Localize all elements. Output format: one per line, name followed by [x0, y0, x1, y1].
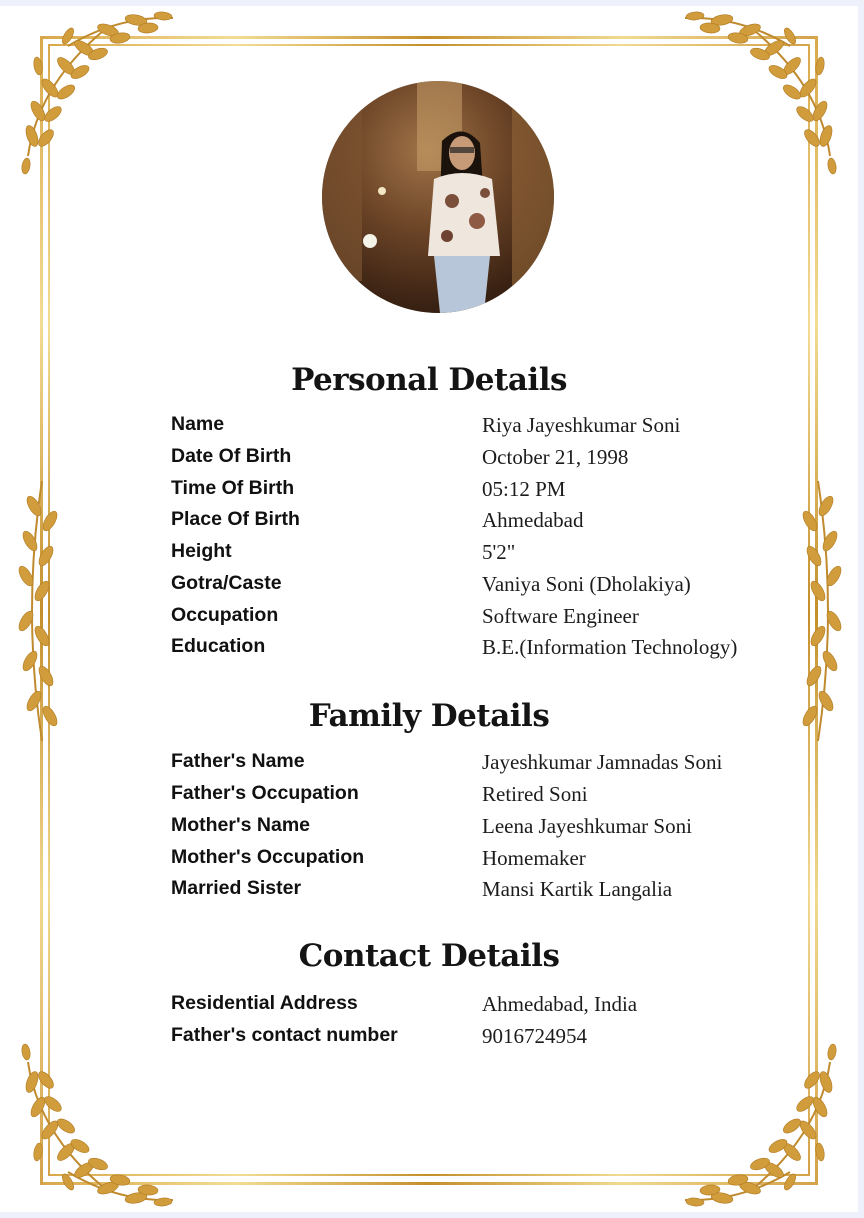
biodata-page	[0, 6, 858, 1212]
personal-row	[0, 413, 858, 443]
row-value: 5'2"	[482, 540, 516, 564]
row-value: Mansi Kartik Langalia	[482, 877, 673, 901]
row-value: Ahmedabad, India	[482, 992, 638, 1016]
row-label: Gotra/Caste	[171, 572, 282, 594]
row-value: Retired Soni	[482, 782, 588, 806]
row-value: Ahmedabad	[482, 508, 584, 532]
row-label: Time Of Birth	[171, 477, 295, 499]
row-value: B.E.(Information Technology)	[482, 635, 738, 659]
laurel-corner-bottom-left-icon	[8, 1037, 183, 1212]
personal-row	[0, 604, 858, 634]
row-value: Leena Jayeshkumar Soni	[482, 814, 692, 838]
row-label: Occupation	[171, 604, 279, 626]
laurel-corner-top-left-icon	[8, 6, 183, 181]
personal-row	[0, 540, 858, 570]
family-row	[0, 814, 858, 844]
row-value: Homemaker	[482, 846, 586, 870]
row-label: Mother's Name	[171, 814, 311, 836]
family-row	[0, 846, 858, 876]
row-label: Date Of Birth	[171, 445, 292, 467]
row-value: Vaniya Soni (Dholakiya)	[482, 572, 691, 596]
contact-row	[0, 1024, 858, 1054]
person-in-temple-icon	[322, 81, 554, 313]
row-value: 05:12 PM	[482, 477, 566, 501]
row-label: Father's contact number	[171, 1024, 398, 1046]
laurel-corner-top-right-icon	[675, 6, 850, 181]
row-value: 9016724954	[482, 1024, 587, 1048]
profile-photo	[322, 81, 554, 313]
contact-row	[0, 992, 858, 1022]
row-value: Software Engineer	[482, 604, 639, 628]
personal-row	[0, 445, 858, 475]
family-row	[0, 782, 858, 812]
section-title-family: Family Details	[308, 698, 550, 734]
family-row	[0, 750, 858, 780]
section-title-contact: Contact Details	[298, 938, 560, 974]
row-label: Father's Occupation	[171, 782, 359, 804]
laurel-corner-bottom-right-icon	[675, 1037, 850, 1212]
row-label: Name	[171, 413, 225, 435]
personal-row	[0, 508, 858, 538]
personal-row	[0, 635, 858, 665]
row-value: Riya Jayeshkumar Soni	[482, 413, 681, 437]
section-title-personal: Personal Details	[291, 362, 567, 398]
row-value: Jayeshkumar Jamnadas Soni	[482, 750, 723, 774]
row-label: Place Of Birth	[171, 508, 300, 530]
personal-row	[0, 477, 858, 507]
row-label: Education	[171, 635, 266, 657]
row-label: Height	[171, 540, 232, 562]
row-label: Mother's Occupation	[171, 846, 365, 868]
row-label: Father's Name	[171, 750, 305, 772]
personal-row	[0, 572, 858, 602]
row-label: Married Sister	[171, 877, 302, 899]
family-row	[0, 877, 858, 907]
row-value: October 21, 1998	[482, 445, 629, 469]
row-label: Residential Address	[171, 992, 358, 1014]
